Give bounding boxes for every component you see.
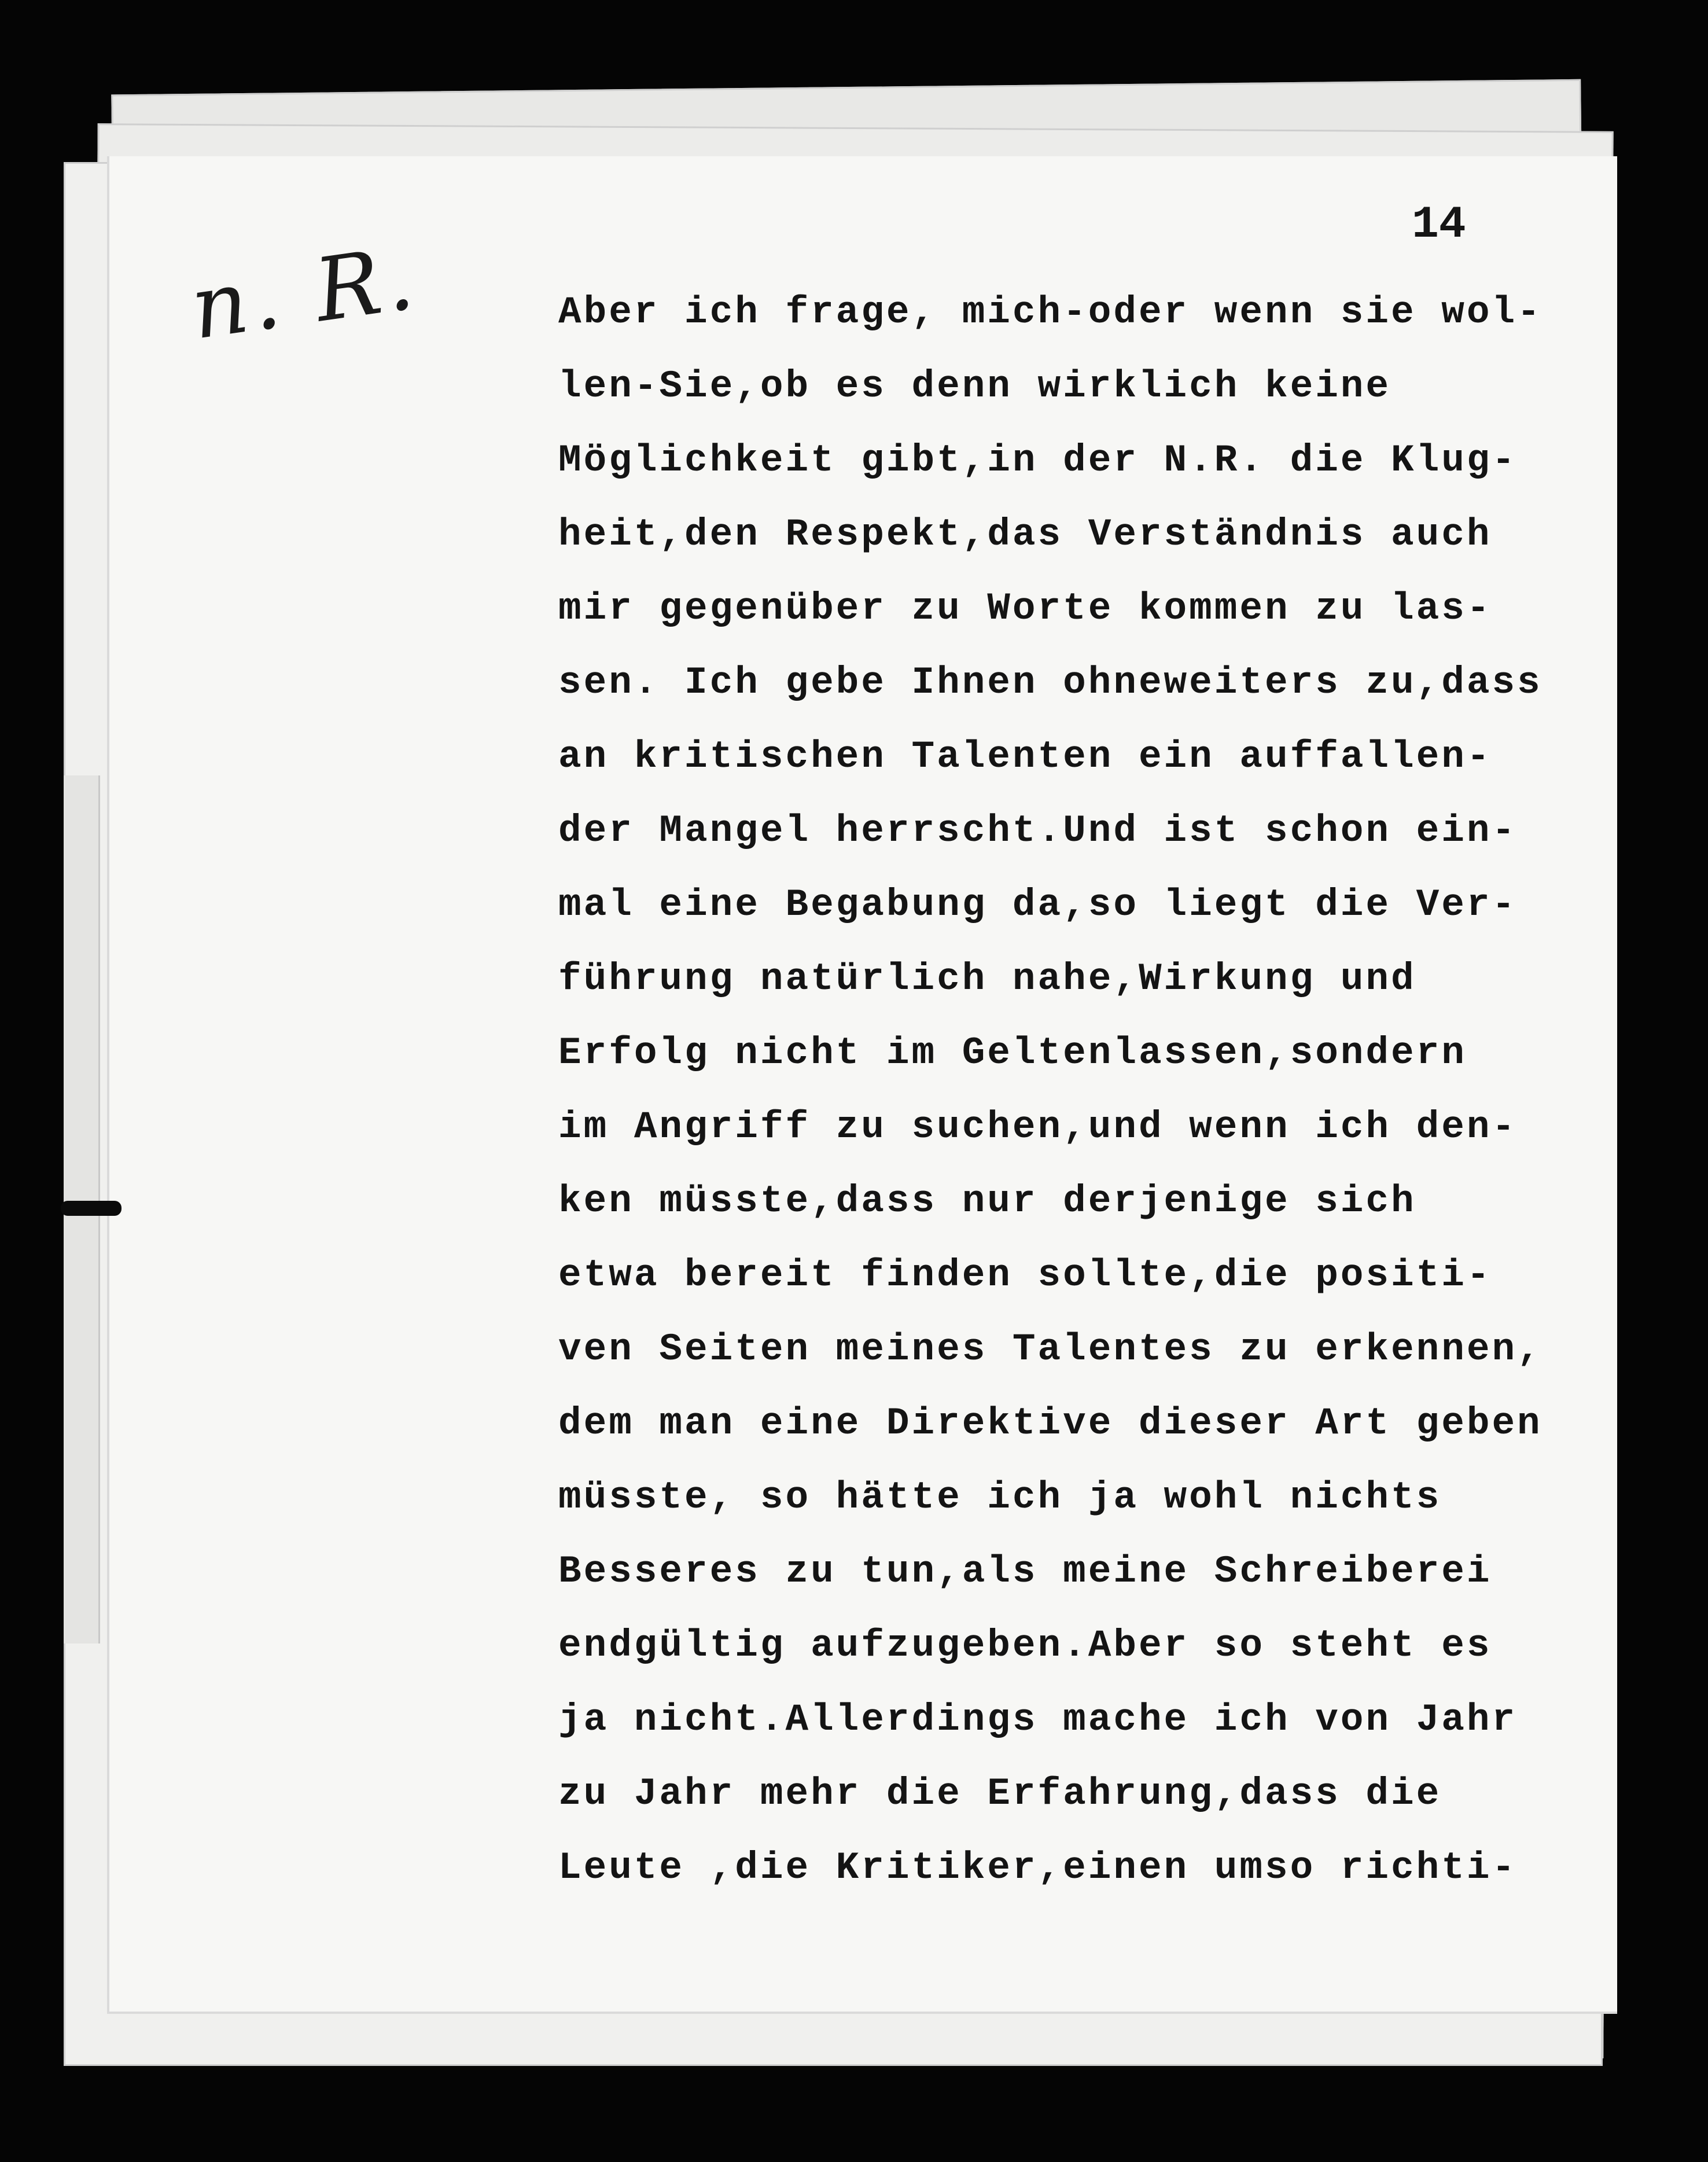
text-line: führung natürlich nahe,Wirkung und <box>558 957 1416 1001</box>
text-line: len-Sie,ob es denn wirklich keine <box>558 365 1392 408</box>
text-line: müsste, so hätte ich ja wohl nichts <box>558 1476 1442 1519</box>
text-line: Besseres zu tun,als meine Schreiberei <box>558 1550 1492 1593</box>
text-line: der Mangel herrscht.Und ist schon ein- <box>558 809 1518 852</box>
text-line: zu Jahr mehr die Erfahrung,dass die <box>558 1772 1442 1815</box>
text-line: heit,den Respekt,das Verständnis auch <box>558 513 1492 556</box>
text-line: sen. Ich gebe Ihnen ohneweiters zu,dass <box>558 661 1543 704</box>
text-line: ken müsste,dass nur derjenige sich <box>558 1179 1416 1223</box>
text-line: Erfolg nicht im Geltenlassen,sondern <box>558 1031 1467 1075</box>
binder-string <box>61 1201 122 1216</box>
text-line: Leute ,die Kritiker,einen umso richti- <box>558 1846 1518 1889</box>
text-line: Möglichkeit gibt,in der N.R. die Klug- <box>558 439 1518 482</box>
text-line: dem man eine Direktive dieser Art geben <box>558 1402 1543 1445</box>
text-line: endgültig aufzugeben.Aber so steht es <box>558 1624 1492 1667</box>
handwritten-margin-note: n. R. <box>185 227 424 359</box>
text-line: etwa bereit finden sollte,die positi- <box>558 1253 1492 1297</box>
text-line: Aber ich frage, mich-oder wenn sie wol- <box>558 291 1543 334</box>
text-line: ven Seiten meines Talentes zu erkennen, <box>558 1328 1543 1371</box>
text-line: mal eine Begabung da,so liegt die Ver- <box>558 883 1518 926</box>
text-line: ja nicht.Allerdings mache ich von Jahr <box>558 1698 1518 1741</box>
page-number: 14 <box>1412 200 1466 251</box>
typed-text-body <box>558 284 1577 1913</box>
text-line: im Angriff zu suchen,und wenn ich den- <box>558 1105 1518 1149</box>
text-line: mir gegenüber zu Worte kommen zu las- <box>558 587 1492 630</box>
text-line: an kritischen Talenten ein auffallen- <box>558 735 1492 778</box>
